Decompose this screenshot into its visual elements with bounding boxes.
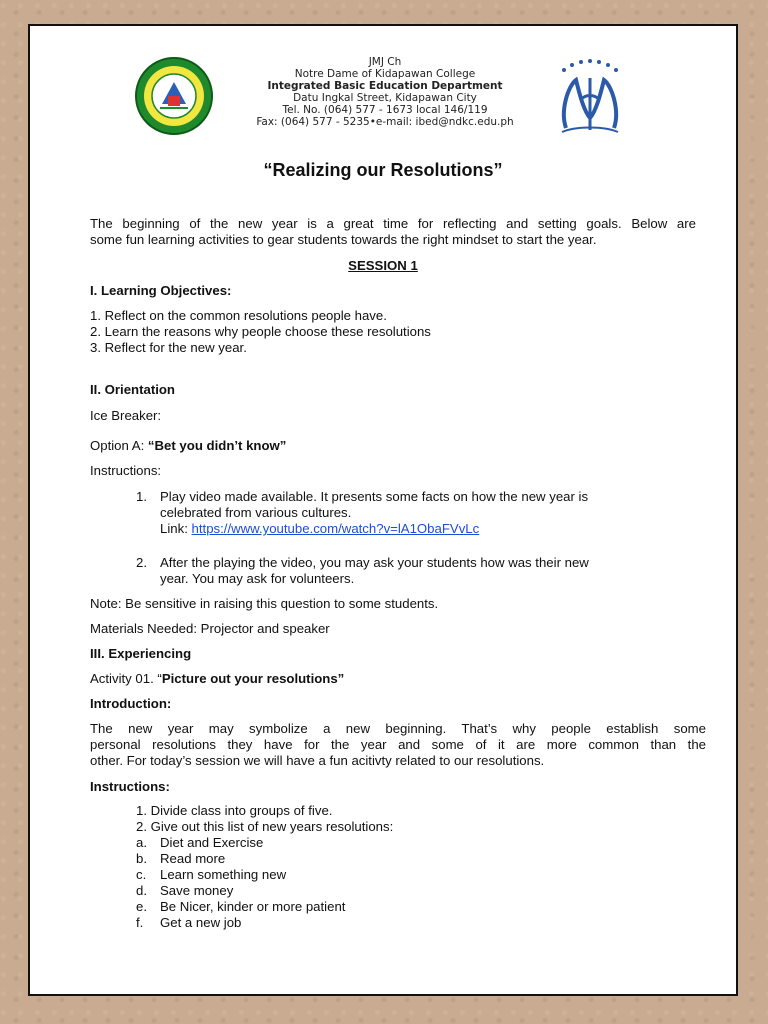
step-line: After the playing the video, you may ask your students how was their new — [160, 555, 589, 570]
intro-paragraph — [90, 216, 696, 248]
resolution-letter: f. — [136, 915, 144, 930]
header-line1: JMJ Ch — [368, 56, 402, 68]
resolution-letter: b. — [136, 851, 147, 866]
intro-line: personal resolutions they have for the year and some of it are more common than the — [90, 737, 706, 752]
resolution-text: Be Nicer, kinder or more patient — [160, 899, 346, 914]
resolution-text: Learn something new — [160, 867, 287, 882]
orientation-heading: II. Orientation — [90, 382, 175, 397]
document-page — [28, 24, 738, 996]
video-link-line — [160, 521, 700, 537]
letterhead — [30, 26, 736, 136]
materials-needed: Materials Needed: Projector and speaker — [90, 621, 330, 636]
step-number: 2. — [136, 555, 147, 570]
resolution-text: Diet and Exercise — [160, 835, 264, 850]
resolution-text: Read more — [160, 851, 226, 866]
introduction-heading: Introduction: — [90, 696, 172, 711]
activity-step: 1. Divide class into groups of five. — [136, 803, 333, 818]
option-prefix: Option A: — [90, 438, 148, 453]
resolution-letter: c. — [136, 867, 147, 882]
resolution-text: Save money — [160, 883, 234, 898]
school-fax-email: Fax: (064) 577 - 5235•e-mail: ibed@ndkc.edu.ph — [256, 116, 514, 128]
icebreaker-label: Ice Breaker: — [90, 408, 162, 423]
activity-steps — [136, 803, 393, 835]
resolution-item — [136, 899, 345, 915]
objectives-list — [90, 308, 431, 356]
step-line: Play video made available. It presents some facts on how the new year is — [160, 489, 589, 504]
option-a-line — [90, 438, 286, 454]
resolution-text: Get a new job — [160, 915, 242, 930]
step-2-text — [160, 555, 700, 587]
resolution-letter: d. — [136, 883, 147, 898]
objectives-heading: I. Learning Objectives: — [90, 283, 232, 298]
page-title: “Realizing our Resolutions” — [263, 160, 503, 180]
school-address: Datu Ingkal Street, Kidapawan City — [293, 92, 477, 104]
intro-line: some fun learning activities to gear students towards the right mindset to start the year. — [90, 232, 597, 247]
objective-item: 3. Reflect for the new year. — [90, 340, 247, 355]
step-line: year. You may ask for volunteers. — [160, 571, 355, 586]
marian-monogram-logo — [550, 56, 630, 136]
activity-line — [90, 671, 344, 687]
objective-item: 2. Learn the reasons why people choose these resolutions — [90, 324, 431, 339]
step-1-text — [160, 489, 700, 537]
link-label: Link: — [160, 521, 192, 536]
school-telephone: Tel. No. (064) 577 - 1673 local 146/119 — [282, 104, 488, 116]
session-heading: SESSION 1 — [348, 258, 418, 273]
experiencing-heading: III. Experiencing — [90, 646, 192, 661]
step-number: 1. — [136, 489, 147, 504]
resolution-item — [136, 835, 345, 851]
resolution-item — [136, 867, 345, 883]
instructions-label: Instructions: — [90, 463, 162, 478]
letterhead-text — [230, 56, 540, 128]
activity-step: 2. Give out this list of new years resolutions: — [136, 819, 394, 834]
intro-line: The beginning of the new year is a great time for reflecting and setting goals. Below are — [90, 216, 696, 231]
activity-title: Picture out your resolutions” — [161, 671, 345, 686]
college-seal-logo — [134, 56, 214, 136]
resolution-item — [136, 883, 345, 899]
objective-item: 1. Reflect on the common resolutions people have. — [90, 308, 387, 323]
instructions-heading: Instructions: — [90, 779, 170, 794]
resolution-list — [136, 835, 345, 931]
school-name: Notre Dame of Kidapawan College — [294, 68, 476, 80]
sensitivity-note: Note: Be sensitive in raising this question to some students. — [90, 596, 439, 611]
activity-prefix: Activity 01. “ — [90, 671, 162, 686]
resolution-letter: a. — [136, 835, 147, 850]
video-link[interactable]: https://www.youtube.com/watch?v=lA1ObaFVvLc — [191, 521, 480, 536]
step-line: celebrated from various cultures. — [160, 505, 352, 520]
intro-line: other. For today’s session we will have a fun acitivty related to our resolutions. — [90, 753, 545, 768]
department-name: Integrated Basic Education Department — [267, 80, 503, 92]
introduction-paragraph — [90, 721, 706, 769]
intro-line: The new year may symbolize a new beginning. That’s why people establish some — [90, 721, 706, 736]
resolution-item — [136, 915, 345, 931]
resolution-item — [136, 851, 345, 867]
option-title: “Bet you didn’t know” — [147, 438, 287, 453]
resolution-letter: e. — [136, 899, 147, 914]
